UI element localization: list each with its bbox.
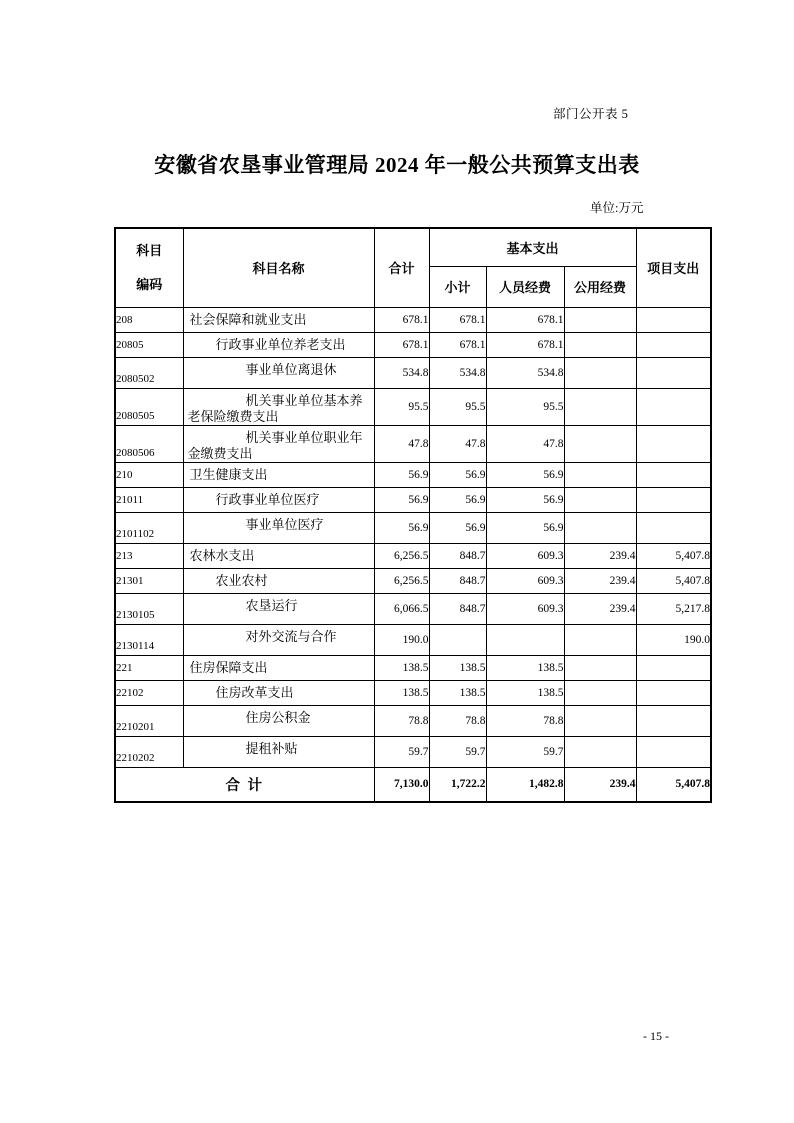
code-cell: 2210201 (115, 705, 183, 736)
project-cell (636, 357, 711, 388)
code-cell: 2101102 (115, 512, 183, 543)
table-row (115, 487, 711, 512)
total-cell: 138.5 (374, 655, 429, 680)
column-header-code-line2: 编码 (136, 276, 163, 292)
personnel-cell: 678.1 (486, 307, 564, 332)
column-header-total: 合计 (374, 228, 429, 307)
column-header-name: 科目名称 (183, 228, 374, 307)
total-cell: 6,256.5 (374, 568, 429, 593)
project-cell (636, 425, 711, 462)
code-cell: 22102 (115, 680, 183, 705)
name-cell: 农林水支出 (183, 543, 374, 568)
project-cell (636, 487, 711, 512)
code-cell: 213 (115, 543, 183, 568)
personnel-cell: 609.3 (486, 543, 564, 568)
project-cell: 190.0 (636, 624, 711, 655)
code-cell: 20805 (115, 332, 183, 357)
name-cell: 住房改革支出 (183, 680, 374, 705)
public-cell (564, 307, 636, 332)
name-cell: 事业单位医疗 (183, 512, 374, 543)
personnel-cell: 534.8 (486, 357, 564, 388)
total-cell: 534.8 (374, 357, 429, 388)
personnel-cell: 95.5 (486, 388, 564, 425)
project-cell (636, 655, 711, 680)
subtotal-cell: 56.9 (429, 512, 486, 543)
personnel-cell: 56.9 (486, 487, 564, 512)
public-cell (564, 680, 636, 705)
public-cell: 239.4 (564, 767, 636, 802)
personnel-cell: 138.5 (486, 655, 564, 680)
column-header-code-line1: 科目 (136, 242, 163, 258)
subtotal-cell: 78.8 (429, 705, 486, 736)
table-row (115, 568, 711, 593)
code-cell: 2130114 (115, 624, 183, 655)
total-cell: 56.9 (374, 512, 429, 543)
public-cell: 239.4 (564, 543, 636, 568)
code-cell: 2080502 (115, 357, 183, 388)
subtotal-cell: 95.5 (429, 388, 486, 425)
table-row (115, 680, 711, 705)
unit-label: 单位:万元 (590, 201, 644, 215)
public-cell (564, 624, 636, 655)
project-cell (636, 332, 711, 357)
project-cell (636, 388, 711, 425)
name-cell: 提租补贴 (183, 736, 374, 767)
total-cell: 6,066.5 (374, 593, 429, 624)
subtotal-cell: 59.7 (429, 736, 486, 767)
table-row (115, 593, 711, 624)
table-row (115, 705, 711, 736)
code-cell: 2130105 (115, 593, 183, 624)
table-row (115, 736, 711, 767)
total-cell: 6,256.5 (374, 543, 429, 568)
total-cell: 56.9 (374, 462, 429, 487)
personnel-cell: 1,482.8 (486, 767, 564, 802)
personnel-cell: 78.8 (486, 705, 564, 736)
personnel-cell: 609.3 (486, 593, 564, 624)
table-row (115, 512, 711, 543)
column-header-basic: 基本支出 (429, 228, 636, 266)
code-cell: 208 (115, 307, 183, 332)
name-cell: 农业农村 (183, 568, 374, 593)
subtotal-cell: 56.9 (429, 462, 486, 487)
public-cell (564, 462, 636, 487)
budget-table (114, 227, 712, 803)
name-cell: 机关事业单位基本养老保险缴费支出 (183, 388, 374, 425)
code-cell: 210 (115, 462, 183, 487)
subtotal-cell: 534.8 (429, 357, 486, 388)
subtotal-cell: 47.8 (429, 425, 486, 462)
public-cell (564, 655, 636, 680)
public-cell: 239.4 (564, 568, 636, 593)
table-row (115, 543, 711, 568)
total-row-label: 合 计 (115, 767, 374, 802)
page-title: 安徽省农垦事业管理局 2024 年一般公共预算支出表 (154, 153, 640, 177)
project-cell: 5,217.8 (636, 593, 711, 624)
total-cell: 59.7 (374, 736, 429, 767)
table-row (115, 425, 711, 462)
total-cell: 78.8 (374, 705, 429, 736)
subtotal-cell: 848.7 (429, 593, 486, 624)
project-cell (636, 705, 711, 736)
total-cell: 7,130.0 (374, 767, 429, 802)
project-cell (636, 736, 711, 767)
code-cell: 2080506 (115, 425, 183, 462)
project-cell (636, 462, 711, 487)
public-cell (564, 736, 636, 767)
name-cell: 农垦运行 (183, 593, 374, 624)
name-cell: 事业单位离退休 (183, 357, 374, 388)
header-row-1 (115, 228, 711, 266)
code-cell: 2080505 (115, 388, 183, 425)
total-row (115, 767, 711, 802)
public-cell (564, 512, 636, 543)
code-cell: 2210202 (115, 736, 183, 767)
personnel-cell: 609.3 (486, 568, 564, 593)
subtotal-cell (429, 624, 486, 655)
column-header-code (115, 228, 183, 307)
public-cell (564, 705, 636, 736)
public-cell (564, 487, 636, 512)
total-cell: 678.1 (374, 332, 429, 357)
public-cell (564, 425, 636, 462)
personnel-cell: 56.9 (486, 512, 564, 543)
total-cell: 138.5 (374, 680, 429, 705)
table-row (115, 307, 711, 332)
public-cell (564, 388, 636, 425)
code-cell: 221 (115, 655, 183, 680)
column-header-project: 项目支出 (636, 228, 711, 307)
personnel-cell: 47.8 (486, 425, 564, 462)
public-cell (564, 357, 636, 388)
name-cell: 行政事业单位医疗 (183, 487, 374, 512)
total-cell: 678.1 (374, 307, 429, 332)
table-row (115, 462, 711, 487)
table-body (115, 228, 711, 802)
code-cell: 21301 (115, 568, 183, 593)
table-row (115, 655, 711, 680)
name-cell: 住房公积金 (183, 705, 374, 736)
project-cell: 5,407.8 (636, 543, 711, 568)
total-cell: 47.8 (374, 425, 429, 462)
project-cell (636, 307, 711, 332)
name-cell: 机关事业单位职业年金缴费支出 (183, 425, 374, 462)
name-cell: 社会保障和就业支出 (183, 307, 374, 332)
public-cell (564, 332, 636, 357)
column-header-subtotal: 小计 (429, 266, 486, 307)
project-cell: 5,407.8 (636, 767, 711, 802)
subtotal-cell: 848.7 (429, 568, 486, 593)
column-header-public: 公用经费 (564, 266, 636, 307)
total-cell: 95.5 (374, 388, 429, 425)
table-row (115, 332, 711, 357)
column-header-personnel: 人员经费 (486, 266, 564, 307)
subtotal-cell: 848.7 (429, 543, 486, 568)
name-cell: 住房保障支出 (183, 655, 374, 680)
project-cell (636, 680, 711, 705)
document-header-note: 部门公开表 5 (553, 107, 629, 121)
table-row (115, 624, 711, 655)
personnel-cell: 678.1 (486, 332, 564, 357)
total-cell: 190.0 (374, 624, 429, 655)
personnel-cell: 59.7 (486, 736, 564, 767)
code-cell: 21011 (115, 487, 183, 512)
page-number: - 15 - (643, 1029, 669, 1043)
project-cell: 5,407.8 (636, 568, 711, 593)
public-cell: 239.4 (564, 593, 636, 624)
personnel-cell: 56.9 (486, 462, 564, 487)
table-row (115, 388, 711, 425)
name-cell: 卫生健康支出 (183, 462, 374, 487)
subtotal-cell: 138.5 (429, 655, 486, 680)
subtotal-cell: 56.9 (429, 487, 486, 512)
total-cell: 56.9 (374, 487, 429, 512)
subtotal-cell: 678.1 (429, 332, 486, 357)
name-cell: 行政事业单位养老支出 (183, 332, 374, 357)
table-row (115, 357, 711, 388)
project-cell (636, 512, 711, 543)
subtotal-cell: 138.5 (429, 680, 486, 705)
personnel-cell (486, 624, 564, 655)
subtotal-cell: 678.1 (429, 307, 486, 332)
name-cell: 对外交流与合作 (183, 624, 374, 655)
subtotal-cell: 1,722.2 (429, 767, 486, 802)
personnel-cell: 138.5 (486, 680, 564, 705)
